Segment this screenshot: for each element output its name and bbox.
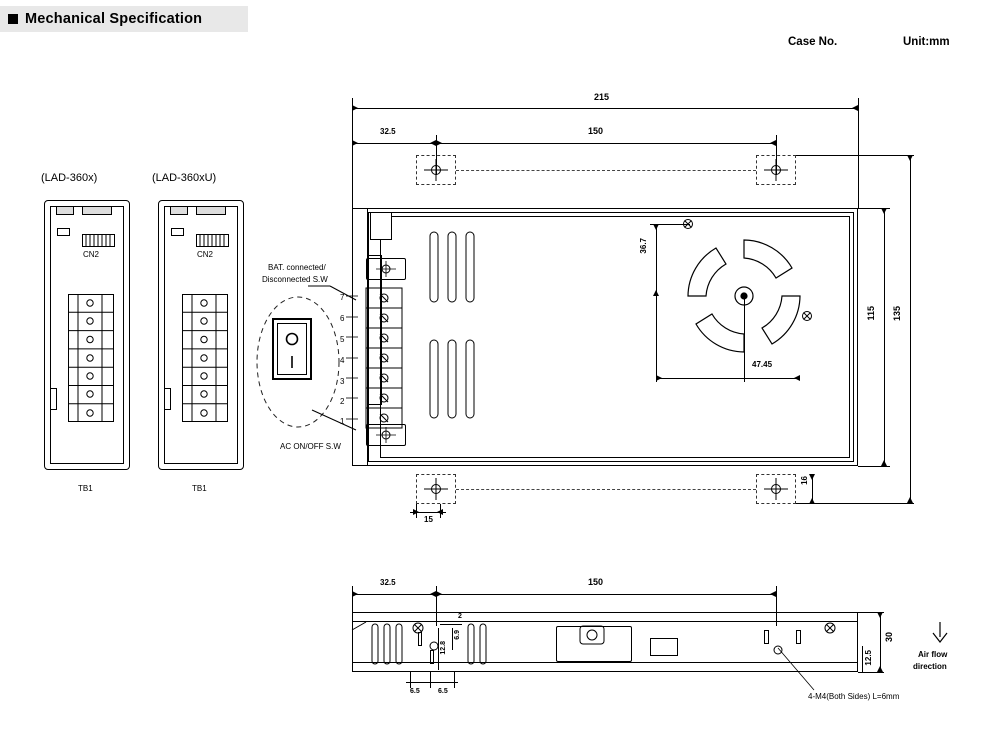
dim-bottom-left-15: 15 [424,515,433,524]
profile-ext-32-5-left [352,586,353,612]
side-view-2-title: (LAD-360xU) [152,172,217,184]
side-view-2-cn2-label: CN2 [197,250,214,259]
profile-label-plate [650,638,678,656]
dim-fan-offset-36-7: 36.7 [639,238,648,254]
dim-overall-width-215: 215 [594,92,610,102]
screw-note-label: 4-M4(Both Sides) L=6mm [808,692,900,701]
ext-line-215-left [352,98,353,208]
vent-slots-upper [428,232,488,304]
mount-hole-bottom-left [416,474,456,504]
air-flow-label-line1: Air flow [918,650,948,659]
terminal-number-5: 5 [340,335,345,344]
mount-hole-bottom-right [756,474,796,504]
dim-arrow-15-left [413,509,419,515]
dim-overall-height-135: 135 [892,306,902,322]
profile-ext-6-5-a-right [430,672,431,688]
case-no-label: Case No. [788,36,838,48]
side-view-2-cn2-pins [196,234,229,247]
dim-line-36-7 [656,224,657,296]
ext-line-135-top [796,155,914,156]
ext-line-115-top [858,208,890,209]
mount-centre-line-bottom [456,489,756,490]
terminal-number-7: 7 [340,293,345,302]
profile-dim-30: 30 [884,632,894,643]
dim-arrow-15-right [437,509,443,515]
dim-line-215 [352,108,858,109]
profile-dim-line-32-5 [352,594,436,595]
terminal-number-1: 1 [340,417,345,426]
dim-inner-height-115: 115 [866,306,876,321]
vent-slots-lower [428,340,488,420]
profile-ext-30-top [858,612,884,613]
fan-mounting-screws [672,212,832,372]
side-view-2-notch [164,388,171,410]
profile-ext-6-5-a-left [410,672,411,688]
screw-note-leader [774,648,818,694]
bat-switch-label-line1: BAT. connected/ [268,263,326,272]
black-square-icon [8,14,18,24]
side-view-2-tab-right [196,206,226,215]
profile-dim-150: 150 [588,577,604,587]
side-view-1-component [57,228,70,236]
mount-hole-top-left [416,155,456,185]
dim-fan-offset-47-45: 47.45 [752,360,773,369]
side-view-1-cn2-label: CN2 [83,250,100,259]
terminal-number-leaders [346,290,362,430]
terminal-number-4: 4 [340,356,345,365]
dim-arrow-32-5-left [352,140,358,146]
profile-vent-slots-mid [466,624,500,666]
profile-dim-line-6-5-b [434,682,458,683]
profile-screw-left [406,618,430,638]
dim-line-32-5 [352,143,436,144]
profile-dim-line-6-5-a [406,682,434,683]
profile-dim-12-8: 12.8 [440,641,447,655]
dim-hole-offset-32-5: 32.5 [380,127,396,136]
profile-dim-line-150 [436,594,776,595]
ext-line-215-right [858,98,859,208]
dim-line-115 [884,208,885,466]
profile-dim-6-5-b: 6.5 [438,688,448,695]
side-view-2-tab-left [170,206,188,215]
dim-line-150 [436,143,776,144]
side-view-2-tb1-label: TB1 [192,484,207,493]
terminal-number-6: 6 [340,314,345,323]
side-view-2-terminal-rows [182,294,228,422]
ext-line-47-45-left [656,290,657,382]
profile-dim-line-12-8 [438,628,439,670]
unit-label: Unit:mm [903,36,950,48]
profile-dim-6-9: 6.9 [454,630,461,640]
profile-screw-right [818,618,842,638]
profile-small-mark-4 [796,630,801,644]
mount-hole-top-right [756,155,796,185]
side-view-1-notch [50,388,57,410]
top-view-terminal-strip [356,288,404,432]
page-title: Mechanical Specification [25,11,203,27]
dim-arrow-16-bottom [809,498,815,504]
profile-dim-12-5: 12.5 [864,650,873,666]
profile-dim-line-6-9 [452,628,453,650]
top-view-connector-stub [370,212,392,240]
profile-dim-line-12-5 [862,646,863,672]
dim-line-47-45 [656,378,800,379]
profile-arrow-150-left [436,591,442,597]
profile-ext-30-bottom [858,672,884,673]
profile-ext-6-5-b-right [454,672,455,688]
profile-dim-32-5: 32.5 [380,578,396,587]
top-view-left-ear-top-hole [366,258,406,280]
ext-line-47-45-right [744,296,745,382]
mount-centre-line-top [456,170,756,171]
profile-dim-line-30 [880,612,881,672]
profile-dim-line-2 [440,624,462,625]
dim-hole-pitch-150: 150 [588,126,604,136]
ext-line-115-bottom [858,466,890,467]
dim-bottom-right-16: 16 [800,476,809,485]
section-header [0,6,248,32]
side-view-1-tab-right [82,206,112,215]
profile-dim-6-5-a: 6.5 [410,688,420,695]
side-view-1-terminal-rows [68,294,114,422]
air-flow-label-line2: direction [913,662,947,671]
dim-arrow-47-45-right [794,375,800,381]
profile-dim-2: 2 [458,613,462,620]
side-view-1-tb1-label: TB1 [78,484,93,493]
dim-line-135 [910,155,911,503]
profile-centre-component-detail [576,626,610,650]
ext-line-36-7-top [650,224,690,225]
air-flow-arrow-icon [925,620,955,648]
terminal-number-3: 3 [340,377,345,386]
terminal-number-2: 2 [340,397,345,406]
side-view-1-cn2-pins [82,234,115,247]
side-view-2-component [171,228,184,236]
dim-arrow-16-top [809,474,815,480]
ac-switch-label: AC ON/OFF S.W [280,442,341,451]
side-view-1-tab-left [56,206,74,215]
side-view-1-title: (LAD-360x) [41,172,98,184]
bat-switch-label-line2: Disconnected S.W [262,275,328,284]
